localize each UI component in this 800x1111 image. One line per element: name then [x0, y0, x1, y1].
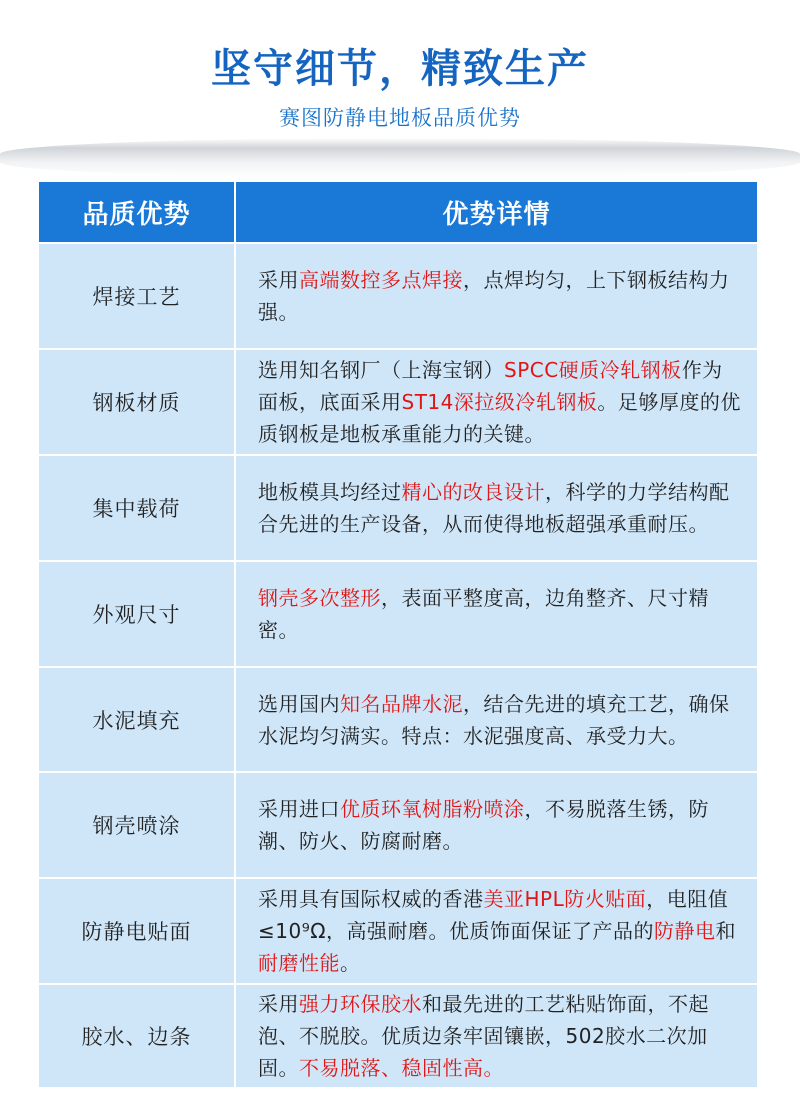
detail-text [258, 688, 741, 752]
page-header [0, 0, 800, 160]
detail-text-segment: 和 [715, 919, 737, 943]
detail-text [258, 582, 741, 646]
detail-text [258, 793, 741, 857]
detail-text-segment: 采用 [258, 992, 299, 1016]
quality-table [38, 181, 756, 1086]
column-header-details: 优势详情 [442, 199, 551, 230]
detail-text [258, 476, 741, 540]
advantage-detail [236, 985, 757, 1087]
highlight-text: 知名品牌水泥 [340, 691, 463, 716]
detail-text-segment: 采用进口 [258, 797, 340, 821]
detail-text [258, 883, 741, 979]
detail-text-segment: 。足够厚度的优质钢板是地板承重能力的关键。 [258, 390, 741, 446]
advantage-detail [236, 773, 757, 877]
detail-text-segment: 地板模具均经过 [258, 480, 402, 504]
page-title: 坚守细节，精致生产 [211, 46, 589, 92]
advantage-detail [236, 668, 757, 771]
table-row [39, 560, 757, 666]
highlight-text: 美亚HPL防火贴面 [483, 887, 647, 911]
header-shadow-divider [0, 138, 800, 178]
table-row [39, 348, 757, 454]
table-row [39, 454, 757, 560]
highlight-text: 防静电 [654, 919, 716, 943]
advantage-name: 钢板材质 [39, 350, 236, 454]
detail-text-segment: ，表面平整度高，边角整齐、尺寸精密。 [258, 586, 709, 642]
highlight-text: ST14深拉级冷轧钢板 [401, 390, 598, 414]
advantage-detail [236, 562, 757, 666]
table-row [39, 983, 757, 1087]
detail-text [258, 264, 741, 328]
detail-text-segment: ，不易脱落生锈，防潮、防火、防腐耐磨。 [258, 797, 709, 853]
detail-text-segment: ，结合先进的填充工艺，确保水泥均匀满实。特点：水泥强度高、承受力大。 [258, 691, 730, 748]
detail-text-segment: 。 [340, 951, 361, 975]
advantage-name: 胶水、边条 [39, 985, 236, 1087]
page-subtitle: 赛图防静电地板品质优势 [279, 106, 521, 130]
detail-text-segment: 选用知名钢厂（上海宝钢） [258, 358, 504, 382]
table-row [39, 877, 757, 983]
highlight-text: SPCC硬质冷轧钢板 [504, 358, 682, 382]
table-row [39, 242, 757, 348]
highlight-text: 精心的改良设计 [401, 480, 545, 504]
advantage-detail [236, 879, 757, 983]
detail-text-segment: 采用 [258, 268, 299, 292]
detail-text-segment: 选用国内 [258, 691, 340, 716]
advantage-detail [236, 350, 757, 454]
highlight-text: 强力环保胶水 [299, 992, 422, 1016]
detail-text-segment: 和最先进的工艺粘贴饰面，不起泡、不脱胶。优质边条牢固镶嵌，502胶水二次加固。 [258, 992, 709, 1080]
detail-text-segment: 作为面板，底面采用 [258, 358, 723, 414]
table-row [39, 666, 757, 771]
detail-text-segment: ，点焊均匀，上下钢板结构力强。 [258, 268, 730, 324]
highlight-text: 高端数控多点焊接 [299, 268, 463, 292]
advantage-name: 集中载荷 [39, 456, 236, 560]
detail-text [258, 354, 741, 450]
column-header-advantage: 品质优势 [39, 182, 236, 242]
highlight-text: 不易脱落、稳固性高。 [299, 1056, 504, 1080]
advantage-name: 外观尺寸 [39, 562, 236, 666]
detail-text-segment: ，电阻值≤10⁹Ω，高强耐磨。优质饰面保证了产品的 [258, 887, 729, 943]
highlight-text: 耐磨性能 [258, 951, 340, 975]
highlight-text: 钢壳多次整形 [258, 586, 381, 610]
detail-text-segment: 采用具有国际权威的香港 [258, 887, 484, 911]
table-row [39, 771, 757, 877]
highlight-text: 优质环氧树脂粉喷涂 [340, 797, 525, 821]
detail-text [258, 988, 741, 1084]
advantage-name: 水泥填充 [39, 668, 236, 771]
advantage-detail [236, 244, 757, 348]
advantage-name: 焊接工艺 [39, 244, 236, 348]
table-header [39, 182, 757, 242]
detail-text-segment: ，科学的力学结构配合先进的生产设备，从而使得地板超强承重耐压。 [258, 480, 730, 536]
advantage-name: 钢壳喷涂 [39, 773, 236, 877]
advantage-name: 防静电贴面 [39, 879, 236, 983]
advantage-detail [236, 456, 757, 560]
